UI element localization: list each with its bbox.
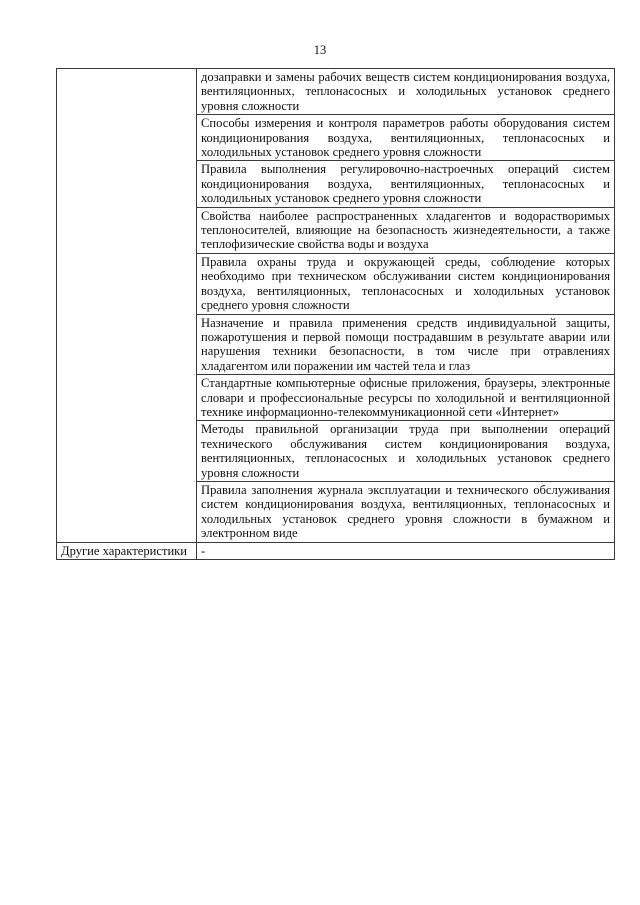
requirements-table xyxy=(56,68,615,560)
knowledge-item: Стандартные компьютерные офисные приложения, браузеры, электронные словари и профессиональные ресурсы по холодильной и вентиляционной технике информационно-телекоммуникационной сети «Интернет» xyxy=(197,375,615,421)
knowledge-item: Правила выполнения регулировочно-настроечных операций систем кондиционирования воздуха, вентиляционных, теплонасосных и холодильных установок среднего уровня сложности xyxy=(197,161,615,207)
knowledge-item: дозаправки и замены рабочих веществ систем кондиционирования воздуха, вентиляционных, теплонасосных и холодильных установок среднего уровня сложности xyxy=(197,69,615,115)
other-characteristics-value: - xyxy=(197,542,615,559)
knowledge-item: Способы измерения и контроля параметров работы оборудования систем кондиционирования воздуха, вентиляционных, теплонасосных и холодильных установок среднего уровня сложности xyxy=(197,115,615,161)
knowledge-item: Назначение и правила применения средств индивидуальной защиты, пожаротушения и первой помощи пострадавшим в результате аварии или нарушения техники безопасности, в том числе при отравлениях хладагентом или поражении им частей тела и глаз xyxy=(197,314,615,375)
knowledge-item: Методы правильной организации труда при выполнении операций технического обслуживания систем кондиционирования воздуха, вентиляционных, теплонасосных и холодильных установок среднего уровня сложности xyxy=(197,421,615,482)
table-row xyxy=(57,542,615,559)
page-number: 13 xyxy=(313,43,327,57)
knowledge-item: Свойства наиболее распространенных хладагентов и водорастворимых теплоносителей, влияющие на безопасность жизнедеятельности, а также теплофизические свойства воды и воздуха xyxy=(197,207,615,253)
knowledge-item: Правила заполнения журнала эксплуатации и технического обслуживания систем кондиционирования воздуха, вентиляционных, теплонасосных и холодильных установок среднего уровня сложности в бумажном и электронном виде xyxy=(197,481,615,542)
knowledge-label-cell xyxy=(57,69,197,543)
other-characteristics-label: Другие характеристики xyxy=(57,542,197,559)
knowledge-item: Правила охраны труда и окружающей среды, соблюдение которых необходимо при техническом обслуживании систем кондиционирования воздуха, вентиляционных, теплонасосных и холодильных установок среднего уровня сложности xyxy=(197,253,615,314)
table-row xyxy=(57,69,615,115)
